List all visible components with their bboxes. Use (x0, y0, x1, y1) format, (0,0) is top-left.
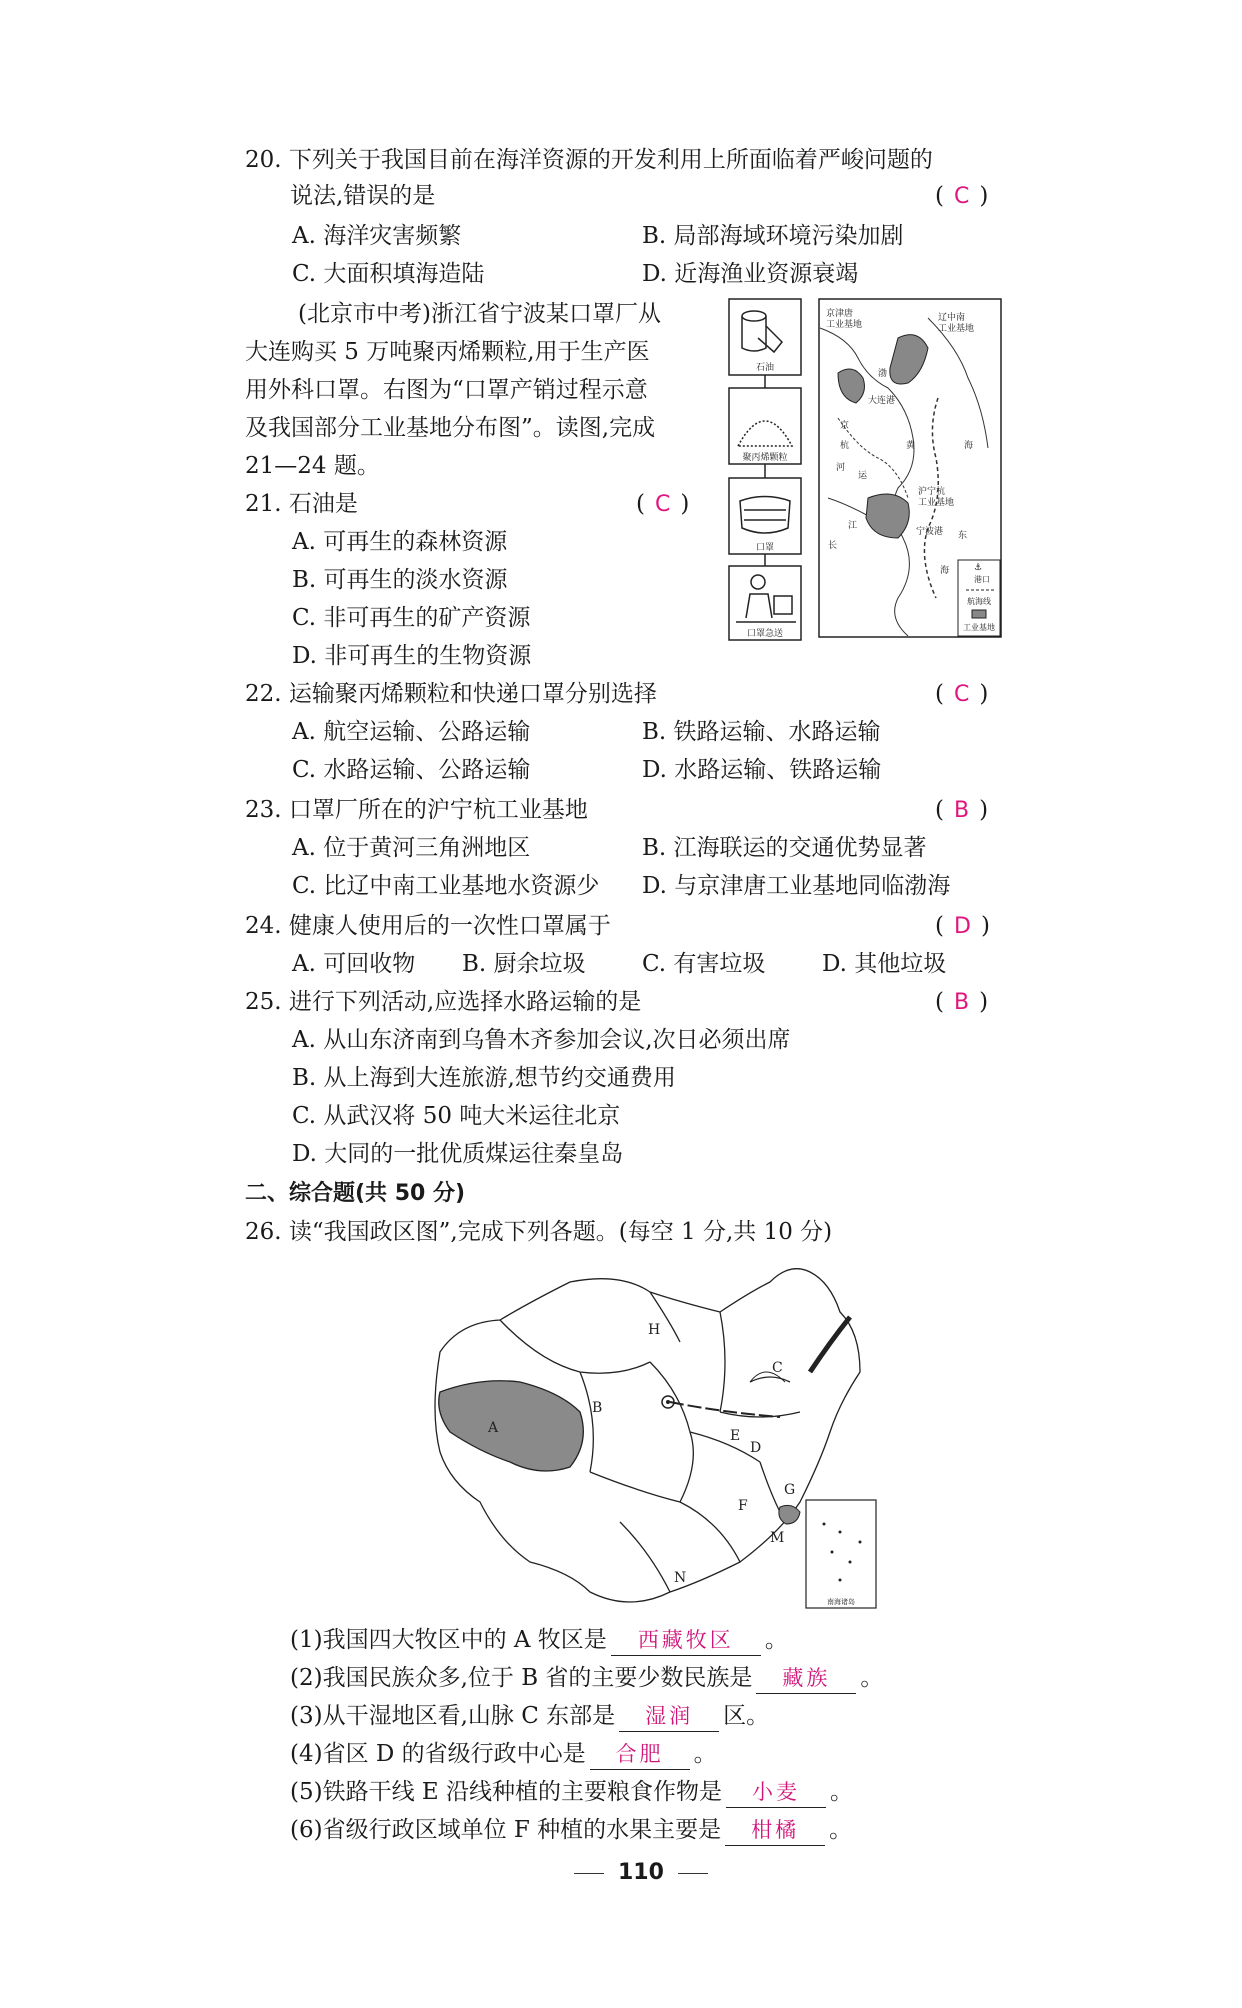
svg-text:⚓: ⚓ (973, 563, 983, 573)
map1-label-dalian: 大连港 (868, 396, 896, 406)
sub5-text: (5)铁路干线 E 沿线种植的主要粮食作物是 (290, 1779, 722, 1805)
china-political-map (420, 1262, 880, 1622)
map1-label-huang: 黄 (906, 441, 916, 451)
q22-option-b: B. 铁路运输、水路运输 (642, 719, 881, 745)
map2-label-b: B (592, 1400, 603, 1416)
q20-answer: ( C ) (935, 183, 989, 209)
q23-stem: 23. 口罩厂所在的沪宁杭工业基地 (245, 797, 588, 823)
region-m-shaded (779, 1505, 800, 1524)
q25-option-c: C. 从武汉将 50 吨大米运往北京 (292, 1103, 621, 1129)
sub1-end: 。 (764, 1627, 788, 1653)
sub5-end: 。 (830, 1779, 853, 1805)
q21-option-a: A. 可再生的森林资源 (292, 529, 508, 555)
map1-label-jjt-base: 工业基地 (826, 320, 863, 330)
q22-answer: ( C ) (935, 681, 989, 707)
sub4-end: 。 (693, 1741, 717, 1767)
q22-stem: 22. 运输聚丙烯颗粒和快递口罩分别选择 (245, 681, 657, 707)
sub3-end: 区。 (723, 1703, 770, 1729)
industrial-base-map (818, 298, 1002, 638)
map2-label-h: H (648, 1322, 661, 1338)
q20-option-d: D. 近海渔业资源衰竭 (642, 261, 859, 287)
map1-label-he: 河 (836, 463, 846, 473)
map1-label-hnh: 沪宁杭 (918, 487, 946, 497)
map1-label-hai2: 海 (940, 566, 950, 576)
map2-label-c: C (772, 1360, 783, 1376)
map2-label-f: F (738, 1498, 748, 1514)
q21-stem: 21. 石油是 (245, 491, 358, 517)
q25-answer-letter: B (953, 990, 970, 1015)
mountain-c (810, 1317, 850, 1372)
q26-stem: 26. 读“我国政区图”,完成下列各题。(每空 1 分,共 10 分) (245, 1219, 833, 1245)
q20-answer-letter: C (953, 184, 970, 209)
map2-label-e: E (730, 1428, 741, 1444)
map1-label-lzn: 辽中南 (938, 313, 966, 323)
q20-option-a: A. 海洋灾害频繁 (292, 223, 462, 249)
section-heading: 二、综合题(共 50 分) (245, 1181, 466, 1206)
passage-line1: (北京市中考)浙江省宁波某口罩厂从 (298, 301, 661, 327)
q21-answer-letter: C (654, 492, 671, 517)
sub2-blank[interactable]: 藏族 (756, 1663, 856, 1694)
sub4-blank[interactable]: 合肥 (590, 1739, 690, 1770)
q23-answer-letter: B (953, 798, 970, 823)
legend-port: 港口 (974, 575, 990, 584)
q21-option-b: B. 可再生的淡水资源 (292, 567, 508, 593)
q25-option-b: B. 从上海到大连旅游,想节约交通费用 (292, 1065, 676, 1091)
map1-legend (958, 560, 1000, 636)
legend-base: 工业基地 (963, 623, 995, 632)
sub2-end: 。 (860, 1665, 884, 1691)
passage-line3: 用外科口罩。右图为“口罩产销过程示意 (245, 377, 648, 403)
q26-sub2 (290, 1660, 883, 1696)
q25-answer: ( B ) (935, 989, 989, 1015)
q24-option-c: C. 有害垃圾 (642, 951, 766, 977)
q25-stem: 25. 进行下列活动,应选择水路运输的是 (245, 989, 642, 1015)
flow-label-oil: 石油 (755, 363, 775, 373)
q25-option-a: A. 从山东济南到乌鲁木齐参加会议,次日必须出席 (292, 1027, 791, 1053)
map2-label-m: M (770, 1530, 785, 1546)
passage-line4: 及我国部分工业基地分布图”。读图,完成 (245, 415, 656, 441)
south-china-sea-inset (806, 1500, 876, 1608)
map2-label-a: A (488, 1420, 499, 1436)
map1-label-hai: 海 (964, 441, 974, 451)
map1-label-ningbo: 宁波港 (916, 527, 944, 537)
q22-answer-letter: C (953, 682, 970, 707)
q23-answer: ( B ) (935, 797, 989, 823)
q20-option-b: B. 局部海域环境污染加剧 (642, 223, 904, 249)
q21-option-c: C. 非可再生的矿产资源 (292, 605, 531, 631)
q21-option-d: D. 非可再生的生物资源 (292, 643, 532, 669)
map1-label-hang: 杭 (840, 441, 850, 451)
q24-option-a: A. 可回收物 (292, 951, 416, 977)
q26-sub1 (290, 1622, 788, 1658)
map1-label-jjt: 京津唐 (826, 309, 854, 319)
sub6-end: 。 (829, 1817, 853, 1843)
map2-label-n: N (674, 1570, 687, 1586)
q23-option-d: D. 与京津唐工业基地同临渤海 (642, 873, 951, 899)
map1-label-bohai: 渤 (878, 369, 888, 379)
map1-label-yun: 运 (858, 471, 868, 481)
sub5-blank[interactable]: 小麦 (726, 1777, 826, 1808)
map1-label-chang: 长 (828, 541, 838, 551)
q22-option-c: C. 水路运输、公路运输 (292, 757, 531, 783)
map1-label-hnh-base: 工业基地 (918, 498, 955, 508)
legend-route: 航海线 (967, 597, 991, 606)
q20-stem-line1: 20. 下列关于我国目前在海洋资源的开发利用上所面临着严峻问题的 (245, 147, 933, 173)
q24-option-b: B. 厨余垃圾 (462, 951, 586, 977)
sub6-text: (6)省级行政区域单位 F 种植的水果主要是 (290, 1817, 722, 1843)
map1-label-jing: 京 (840, 421, 850, 431)
q25-option-d: D. 大同的一批优质煤运往秦皇岛 (292, 1141, 624, 1167)
map2-label-d: D (750, 1440, 762, 1456)
flow-label-delivery: 口罩急送 (746, 629, 784, 639)
sub1-blank[interactable]: 西藏牧区 (611, 1625, 761, 1656)
q24-answer: ( D ) (935, 913, 990, 939)
map1-label-lzn-base: 工业基地 (938, 324, 975, 334)
q20-option-c: C. 大面积填海造陆 (292, 261, 485, 287)
region-a-shaded (439, 1381, 584, 1471)
q20-stem-line2: 说法,错误的是 (290, 183, 436, 209)
map1-label-jiang: 江 (848, 521, 858, 531)
inset-caption: 南海诸岛 (827, 1598, 855, 1606)
q24-option-d: D. 其他垃圾 (822, 951, 947, 977)
sub2-text: (2)我国民族众多,位于 B 省的主要少数民族是 (290, 1665, 753, 1691)
railway-e (670, 1402, 780, 1417)
q22-option-d: D. 水路运输、铁路运输 (642, 757, 882, 783)
page-number (560, 1860, 722, 1885)
q26-sub5 (290, 1774, 853, 1810)
mask-flow-diagram (726, 296, 806, 642)
q26-sub6 (290, 1812, 852, 1848)
passage-line5: 21—24 题。 (245, 453, 380, 479)
passage-line2: 大连购买 5 万吨聚丙烯颗粒,用于生产医 (245, 339, 650, 365)
q22-option-a: A. 航空运输、公路运输 (292, 719, 531, 745)
flow-label-mask: 口罩 (755, 543, 775, 553)
q21-answer: ( C ) (636, 491, 690, 517)
q23-option-b: B. 江海联运的交通优势显著 (642, 835, 927, 861)
sub3-blank[interactable]: 湿润 (619, 1701, 719, 1732)
q26-sub4 (290, 1736, 717, 1772)
map2-label-g: G (784, 1482, 796, 1498)
q26-sub3 (290, 1698, 769, 1734)
page-number-text: 110 (618, 1860, 664, 1885)
q24-answer-letter: D (953, 914, 971, 939)
map1-label-dong: 东 (958, 531, 968, 541)
q23-option-a: A. 位于黄河三角洲地区 (292, 835, 531, 861)
sub4-text: (4)省区 D 的省级行政中心是 (290, 1741, 586, 1767)
sub3-text: (3)从干湿地区看,山脉 C 东部是 (290, 1703, 616, 1729)
q24-stem: 24. 健康人使用后的一次性口罩属于 (245, 913, 611, 939)
q23-option-c: C. 比辽中南工业基地水资源少 (292, 873, 600, 899)
flow-label-pellets: 聚丙烯颗粒 (742, 453, 788, 463)
sub6-blank[interactable]: 柑橘 (725, 1815, 825, 1846)
sub1-text: (1)我国四大牧区中的 A 牧区是 (290, 1627, 607, 1653)
